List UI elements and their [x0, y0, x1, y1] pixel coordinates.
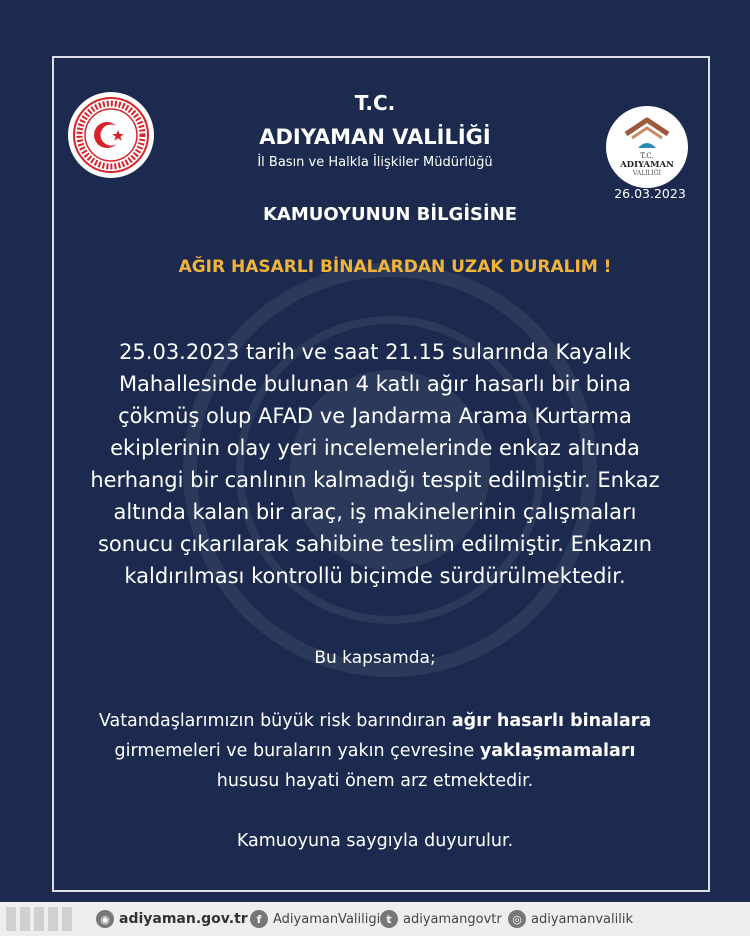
- footer-twitter[interactable]: [380, 910, 502, 928]
- twitter-handle[interactable]: adiyamangovtr: [403, 911, 502, 927]
- body-line: sonucu çıkarılarak sahibine teslim edilmiştir. Enkazın: [97, 532, 653, 556]
- notice-line-3: hususu hayati önem arz etmektedir.: [216, 771, 534, 791]
- body-line: Mahallesinde bulunan 4 katlı ağır hasarlı bir bina: [118, 372, 632, 396]
- footer-facebook[interactable]: [250, 910, 380, 928]
- closing-line: Kamuoyuna saygıyla duyurulur.: [236, 831, 514, 851]
- body-line: çökmüş olup AFAD ve Jandarma Arama Kurtarma: [118, 404, 632, 428]
- header-tc: T.C.: [354, 91, 396, 115]
- body-line: kaldırılması kontrollü biçimde sürdürülmektedir.: [124, 564, 626, 588]
- decorative-bars: [0, 904, 75, 934]
- website-link[interactable]: adiyaman.gov.tr: [119, 911, 248, 927]
- notice-text: Vatandaşlarımızın büyük risk barındıran: [98, 711, 452, 731]
- adiyaman-governorship-logo: [606, 106, 688, 188]
- facebook-handle[interactable]: AdiyamanValiligi: [273, 911, 381, 927]
- department-name: İl Basın ve Halkla İlişkiler Müdürlüğü: [257, 155, 493, 170]
- globe-icon: ◉: [96, 910, 114, 928]
- notice-line-2: [60, 736, 690, 766]
- announcement-title: KAMUOYUNUN BİLGİSİNE: [262, 204, 518, 225]
- notice-text: girmemeleri ve buraların yakın çevresine: [114, 741, 480, 761]
- body-line: ekiplerinin olay yeri incelemelerinde enkaz altında: [110, 436, 640, 460]
- logo-tc: T.C.: [640, 152, 654, 160]
- announcement-date: 26.03.2023: [614, 186, 686, 201]
- warning-headline: AĞIR HASARLI BİNALARDAN UZAK DURALIM !: [178, 257, 612, 277]
- ministry-seal-logo: [68, 92, 154, 178]
- body-line: herhangi bir canlının kalmadığı tespit edilmiştir. Enkaz: [90, 468, 660, 492]
- instagram-icon: ◎: [508, 910, 526, 928]
- facebook-icon: f: [250, 910, 268, 928]
- footer-bar: [0, 902, 750, 936]
- notice-line-1: [60, 706, 690, 736]
- notice-emphasis: yaklaşmamaları: [479, 741, 636, 761]
- notice-emphasis: ağır hasarlı binalara: [451, 711, 652, 731]
- footer-website[interactable]: [96, 910, 248, 928]
- citizen-notice: [60, 706, 690, 796]
- body-line: 25.03.2023 tarih ve saat 21.15 sularında Kayalık: [119, 340, 631, 364]
- twitter-icon: t: [380, 910, 398, 928]
- body-line: altında kalan bir araç, iş makinelerinin çalışmaları: [113, 500, 637, 524]
- header: [230, 90, 520, 172]
- announcement-body: [80, 336, 670, 592]
- footer-instagram[interactable]: [508, 910, 633, 928]
- instagram-handle[interactable]: adiyamanvalilik: [531, 911, 633, 927]
- scope-line: Bu kapsamda;: [314, 648, 436, 668]
- governorship-title: ADIYAMAN VALİLİĞİ: [259, 125, 491, 149]
- logo-vali: VALİLİĞİ: [632, 170, 662, 177]
- logo-city: ADIYAMAN: [620, 160, 674, 170]
